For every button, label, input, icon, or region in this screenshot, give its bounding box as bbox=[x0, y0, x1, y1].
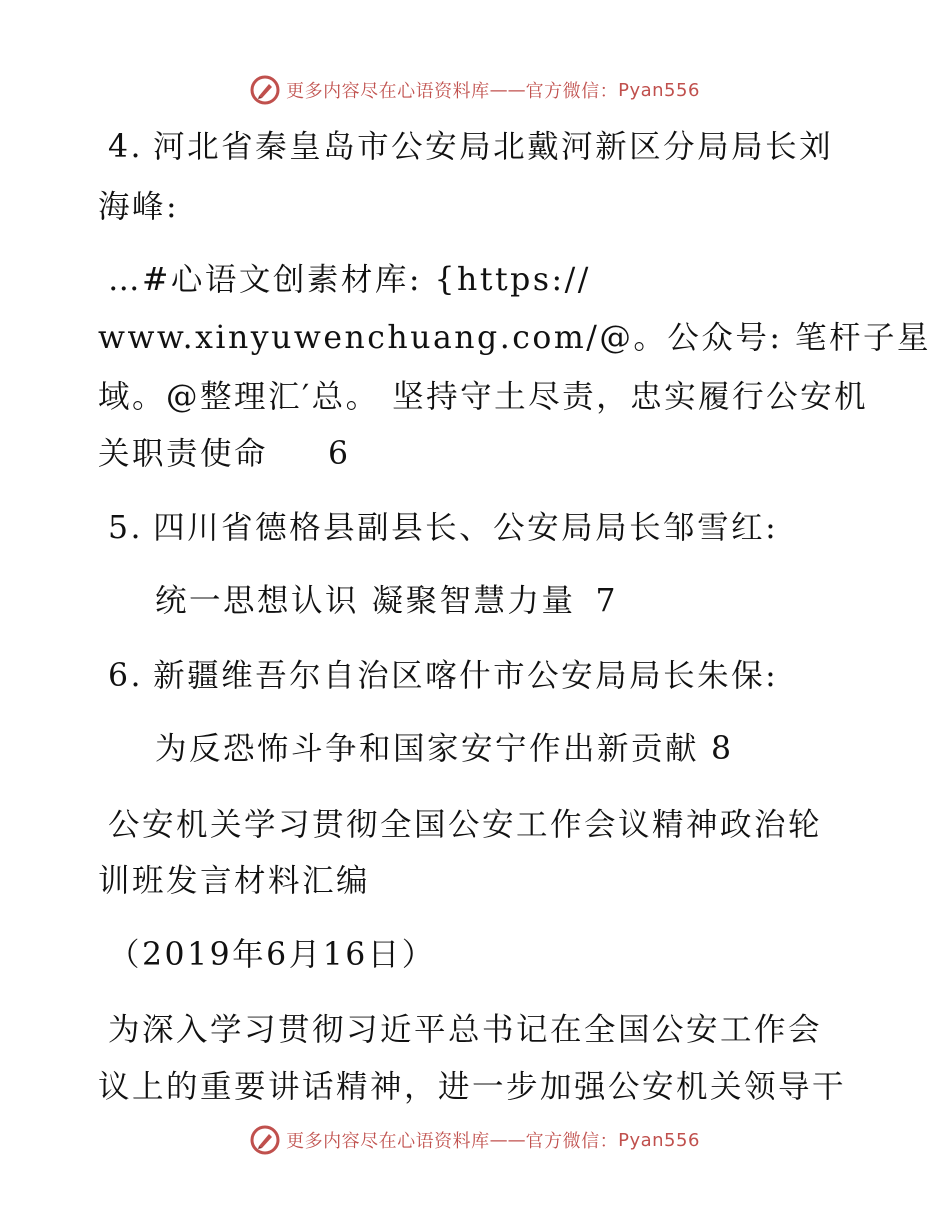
toc-item-5-subtitle-line bbox=[155, 581, 618, 621]
toc-item-4-page: 6 bbox=[328, 436, 351, 472]
footer-banner-wechat-label: 官方微信： bbox=[525, 1131, 619, 1152]
toc-item-6-number: 6. bbox=[108, 658, 144, 694]
header-banner bbox=[0, 70, 950, 110]
watermark-line-3: 域。@整理汇′总。 坚持守土尽责，忠实履行公安机 bbox=[98, 379, 869, 415]
toc-item-4-title-cont: 海峰: bbox=[98, 189, 180, 225]
pen-logo-icon bbox=[250, 75, 280, 105]
toc-item-4 bbox=[108, 127, 833, 167]
paragraph-line-2: 议上的重要讲话精神，进一步加强公安机关领导干 bbox=[98, 1069, 847, 1105]
paragraph-line-1: 为深入学习贯彻习近平总书记在全国公安工作会 bbox=[108, 1012, 823, 1048]
toc-item-4-number: 4. bbox=[108, 129, 144, 165]
banner-wechat-label: 官方微信： bbox=[525, 81, 619, 102]
toc-item-6 bbox=[108, 656, 778, 696]
document-date: （2019年6月16日） bbox=[108, 937, 436, 973]
toc-item-4-subtitle-end bbox=[98, 434, 351, 474]
toc-item-6-page: 8 bbox=[711, 731, 734, 767]
pen-logo-icon bbox=[250, 1125, 280, 1155]
toc-item-5-subtitle: 统一思想认识 凝聚智慧力量 bbox=[155, 583, 576, 619]
banner-text: 更多内容尽在心语资料库 bbox=[286, 81, 490, 102]
document-title-line-1: 公安机关学习贯彻全国公安工作会议精神政治轮 bbox=[108, 807, 823, 843]
toc-item-6-subtitle: 为反恐怖斗争和国家安宁作出新贡献 bbox=[155, 731, 700, 767]
footer-banner-text: 更多内容尽在心语资料库 bbox=[286, 1131, 490, 1152]
footer-banner-wechat-id: Pyan556 bbox=[618, 1129, 700, 1151]
toc-item-4-title: 河北省秦皇岛市公安局北戴河新区分局局长刘 bbox=[153, 129, 834, 165]
banner-separator: —— bbox=[489, 79, 526, 101]
watermark-line-1: …#心语文创素材库: {https:// bbox=[108, 262, 591, 298]
footer-banner bbox=[0, 1120, 950, 1160]
toc-item-4-subtitle: 关职责使命 bbox=[98, 436, 269, 472]
toc-item-5-number: 5. bbox=[108, 510, 144, 546]
document-title-line-2: 训班发言材料汇编 bbox=[98, 863, 371, 899]
watermark-line-2: www.xinyuwenchuang.com/@。公众号: 笔杆子星 bbox=[98, 320, 931, 356]
toc-item-5-title: 四川省德格县副县长、公安局局长邹雪红: bbox=[153, 510, 779, 546]
footer-banner-separator: —— bbox=[489, 1129, 526, 1151]
toc-item-6-title: 新疆维吾尔自治区喀什市公安局局长朱保: bbox=[153, 658, 779, 694]
banner-wechat-id: Pyan556 bbox=[618, 79, 700, 101]
toc-item-6-subtitle-line bbox=[155, 729, 734, 769]
toc-item-5-page: 7 bbox=[595, 583, 619, 619]
toc-item-5 bbox=[108, 508, 778, 548]
